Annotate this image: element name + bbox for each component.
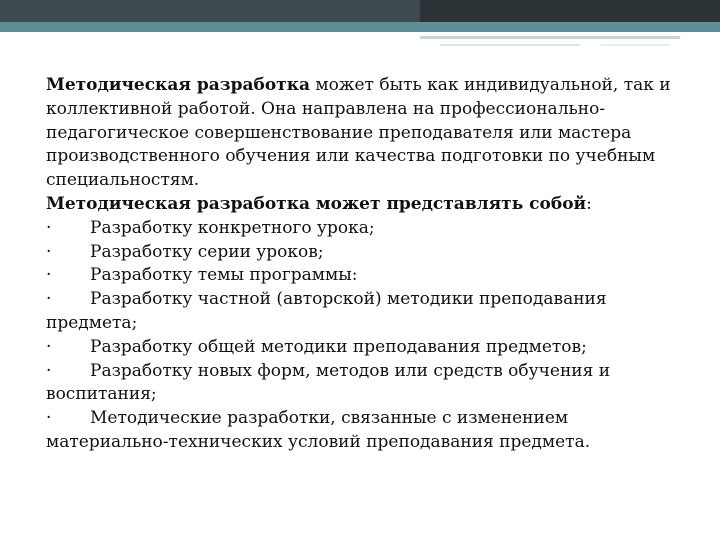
bullet-icon: · (46, 217, 52, 238)
decorative-line (420, 36, 680, 39)
list-item (46, 264, 686, 288)
bullet-icon: · (46, 336, 52, 357)
intro-text: может быть как индивидуальной, так и коллективной работой. Она направлена на профессионально-педагогическое совершенствование преподавателя или мастера производственного обучения или качества подготовки по учебным специальностям. (46, 75, 671, 191)
list-item (46, 360, 686, 408)
decorative-line (600, 44, 670, 46)
list-item-text: Разработку частной (авторской) методики преподавания предмета; (46, 289, 607, 333)
list-item (46, 336, 686, 360)
list-item-text: Разработку конкретного урока; (90, 217, 375, 238)
list-item (46, 288, 686, 336)
list-item-text: Разработку новых форм, методов или средств обучения и воспитания; (46, 360, 611, 405)
list-heading-colon: : (586, 193, 592, 214)
list-item-text: Методические разработки, связанные с изменением материально-технических условий преподавания предмета. (46, 408, 591, 452)
list-item-text: Разработку темы программы: (90, 265, 358, 286)
header-dark-block (420, 0, 720, 22)
teal-accent-bar (0, 22, 720, 32)
list-item-text: Разработку серии уроков; (90, 241, 324, 262)
list-item (46, 241, 686, 265)
intro-paragraph (46, 74, 686, 193)
bullet-icon: · (46, 360, 52, 381)
bullet-icon: · (46, 289, 52, 310)
intro-term: Методическая разработка (46, 75, 310, 95)
list-item-text: Разработку общей методики преподавания предметов; (90, 336, 587, 357)
bullet-icon: · (46, 408, 52, 429)
list-heading-text: Методическая разработка может представлять собой (46, 193, 587, 214)
bullet-icon: · (46, 241, 52, 262)
decorative-line (440, 44, 580, 46)
list-item (46, 217, 686, 241)
list-heading (46, 193, 686, 217)
list-item (46, 407, 686, 455)
slide-body (46, 74, 686, 455)
bullet-icon: · (46, 265, 52, 286)
